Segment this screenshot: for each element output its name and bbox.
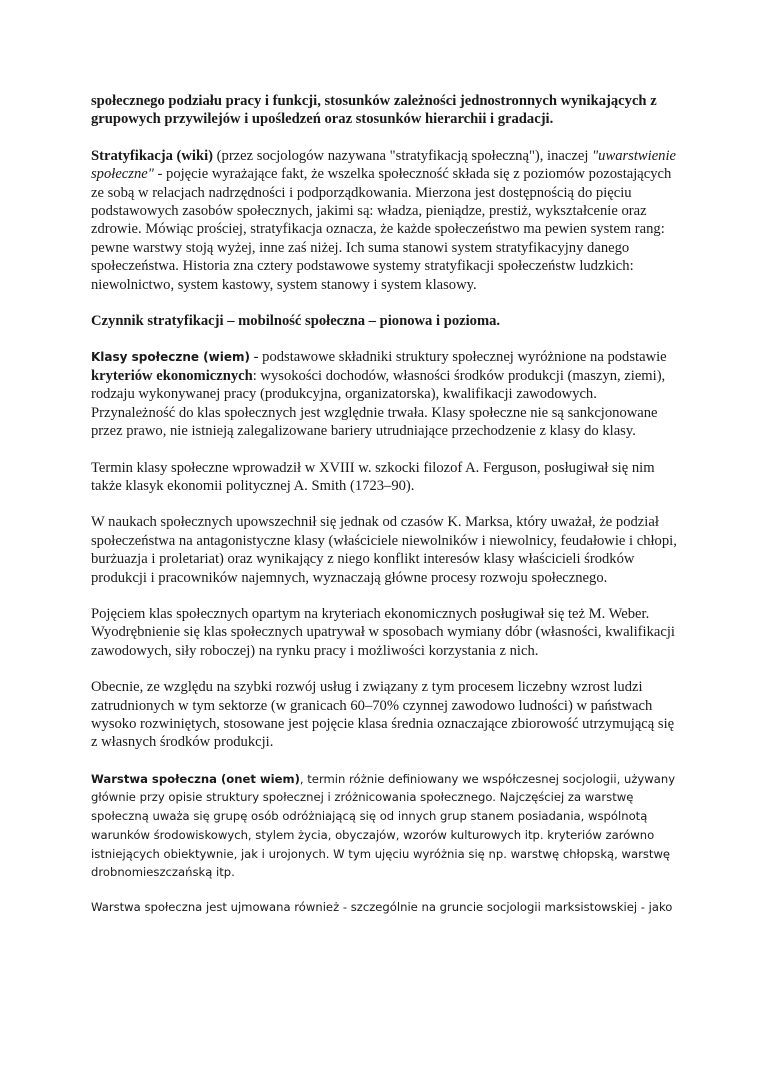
warstwa-continued-paragraph: Warstwa społeczna jest ujmowana również - szczególnie na gruncie socjologii marksistowskiej - jako (91, 900, 673, 914)
warstwa-text: , termin różnie definiowany we współczesnej socjologii, używany głównie przy opisie struktury społecznej i zróżnicowania społecznego. Najczęściej za warstwę społeczną uważa się grupę osób odróżniającą się od innych grup stanem posiadania, wspólnotą warunków środowiskowych, stylem życia, obyczajów, wzorów kulturowych itp. kryteriów zarówno istniejących obiektywnie, jak i urojonych. W tym ujęciu wyróżnia się np. warstwę chłopską, warstwę drobnomieszczańską itp. (91, 771, 676, 880)
spacer (91, 882, 681, 898)
klasy-bold: kryteriów ekonomicznych (91, 367, 253, 384)
spacer (91, 294, 681, 312)
warstwa-paragraph (91, 770, 681, 882)
termin-paragraph: Termin klasy społeczne wprowadził w XVIII w. szkocki filozof A. Ferguson, posługiwał się nim także klasyk ekonomii politycznej A. Smith (1723–90). (91, 459, 655, 494)
marks-paragraph: W naukach społecznych upowszechnił się jednak od czasów K. Marksa, który uważał, że podział społeczeństwa na antagonistyczne klasy (właściciele niewolników i niewolnicy, feudałowie i chłopi, burżuazja i proletariat) oraz wynikający z niego konflikt interesów klasy właścicieli środków produkcji i pracowników najemnych, wyznaczają główne procesy rozwoju społecznego. (91, 514, 677, 586)
spacer (91, 587, 681, 605)
weber-paragraph: Pojęciem klas społecznych opartym na kryteriach ekonomicznych posługiwał się też M. Weber. Wyodrębnienie się klas społecznych upatrywał w sposobach wymiany dóbr (własności, kwalifikacji zawodowych, siły roboczej) na rynku pracy i możliwości korzystania z nich. (91, 605, 675, 659)
stratyfikacja-term: Stratyfikacja (wiki) (91, 147, 214, 164)
klasy-term: Klasy społeczne (wiem) (91, 350, 250, 365)
czynnik-heading: Czynnik stratyfikacji – mobilność społeczna – pionowa i pozioma. (91, 313, 501, 330)
document-page (91, 92, 681, 917)
obecnie-paragraph: Obecnie, ze względu na szybki rozwój usług i związany z tym procesem liczebny wzrost ludzi zatrudnionych w tym sektorze (w granicach 60–70% czynnej zawodowo ludności) w państwach wysoko rozwiniętych, stosowane jest pojęcie klasa średnia oznaczające zbiorowość utrzymującą się z własnych środków produkcji. (91, 679, 675, 751)
stratyfikacja-text-1: (przez socjologów nazywana "stratyfikacją społeczną"), inaczej (213, 147, 593, 164)
stratyfikacja-italic: "uwarstwienie społeczne" (91, 147, 676, 183)
spacer (91, 660, 681, 678)
stratyfikacja-paragraph (91, 147, 681, 294)
spacer (91, 129, 681, 147)
spacer (91, 495, 681, 513)
klasy-paragraph (91, 348, 681, 440)
spacer (91, 330, 681, 348)
klasy-text-1: - podstawowe składniki struktury społecznej wyróżnione na podstawie (250, 349, 667, 366)
klasy-text-2: : wysokości dochodów, własności środków produkcji (maszyn, ziemi), rodzaju wykonywanej pracy (produkcyjna, organizatorska), kwalifikacji zawodowych. Przynależność do klas społecznych jest względnie trwała. Klasy społeczne nie są sankcjonowane przez prawo, nie istnieją zalegalizowane bariery utrudniające przechodzenie z klasy do klasy. (91, 367, 666, 440)
spacer (91, 752, 681, 770)
intro-paragraph: społecznego podziału pracy i funkcji, stosunków zależności jednostronnych wynikających z grupowych przywilejów i upośledzeń oraz stosunków hierarchii i gradacji. (91, 93, 657, 128)
stratyfikacja-text-2: - pojęcie wyrażające fakt, że wszelka społeczność składa się z poziomów pozostających ze sobą w relacjach nadrzędności i podporządkowania. Mierzona jest dostępnością do pięciu podstawowych zasobów społecznych, jakimi są: władza, pieniądze, prestiż, wykształcenie oraz zdrowie. Mówiąc prościej, stratyfikacja oznacza, że każde społeczeństwo ma pewien system rang: pewne warstwy stoją wyżej, inne zaś niżej. Ich suma stanowi system stratyfikacyjny danego społeczeństwa. Historia zna cztery podstawowe systemy stratyfikacji społeczeństw ludzkich: niewolnictwo, system kastowy, system stanowy i system klasowy. (91, 166, 672, 293)
spacer (91, 441, 681, 459)
warstwa-term: Warstwa społeczna (onet wiem) (91, 771, 300, 786)
